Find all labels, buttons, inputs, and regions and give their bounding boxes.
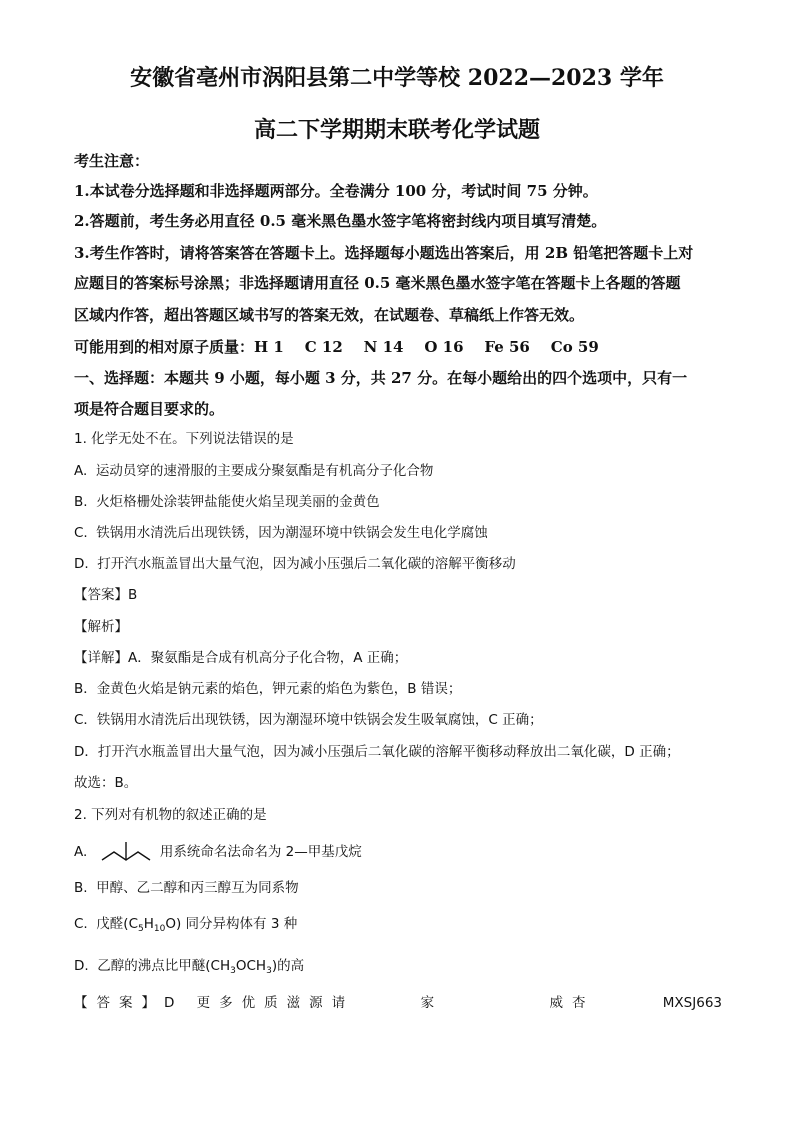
q1-option-c: C. 铁锅用水清洗后出现铁锈，因为潮湿环境中铁锅会发生电化学腐蚀 — [74, 525, 488, 541]
notice-heading: 考生注意： — [74, 152, 150, 170]
q1-conclusion: 故选：B。 — [74, 775, 138, 791]
exam-title-line2: 高二下学期期末联考化学试题 — [253, 117, 540, 143]
notice-item-2: 2.答题前，考生务必用直径 0.5 毫米黑色墨水签字笔将密封线内项目填写清楚。 — [74, 212, 607, 230]
q2-option-b: B. 甲醇、乙二醇和丙三醇互为同系物 — [74, 880, 299, 896]
q1-option-d: D. 打开汽水瓶盖冒出大量气泡，因为减小压强后二氧化碳的溶解平衡移动 — [74, 556, 516, 572]
q2-option-c-sub2: 10 — [153, 924, 166, 934]
q1-detail-a: 【详解】A．聚氨酯是合成有机高分子化合物，A 正确； — [74, 650, 408, 666]
methylpentane-skeletal-structure — [100, 840, 154, 864]
q1-detail-b: B．金黄色火焰是钠元素的焰色，钾元素的焰色为紫色，B 错误； — [74, 681, 462, 697]
q2-option-d-sub1: 3 — [230, 966, 236, 976]
notice-item-3-line2: 应题目的答案标号涂黑；非选择题请用直径 0.5 毫米黑色墨水签字笔在答题卡上各题的答题 — [74, 274, 681, 292]
q2-option-a-prefix: A. — [74, 844, 88, 860]
footer-code: MXSJ663 — [662, 995, 722, 1011]
q2-option-d-sub2: 3 — [266, 966, 272, 976]
q1-option-a: A. 运动员穿的速滑服的主要成分聚氨酯是有机高分子化合物 — [74, 463, 434, 479]
q2-option-d-prefix: D. 乙醇的沸点比甲醚(CH — [74, 958, 231, 974]
atomic-masses: 可能用到的相对原子质量：H 1 C 12 N 14 O 16 Fe 56 Co 59 — [74, 338, 599, 356]
q1-answer: 【答案】B — [74, 587, 138, 603]
q1-analysis-label: 【解析】 — [74, 619, 128, 635]
notice-item-3-line1: 3.考生作答时，请将答案答在答题卡上。选择题每小题选出答案后，用 2B 铅笔把答题卡上对 — [74, 244, 694, 262]
q2-option-a — [74, 840, 362, 864]
section1-heading-line2: 项是符合题目要求的。 — [74, 400, 225, 418]
q2-option-a-text: 用系统命名法命名为 2—甲基戊烷 — [159, 844, 362, 860]
q1-detail-c: C．铁锅用水清洗后出现铁锈，因为潮湿环境中铁锅会发生吸氧腐蚀，C 正确； — [74, 712, 543, 728]
section1-heading-line1: 一、选择题：本题共 9 小题，每小题 3 分，共 27 分。在每小题给出的四个选项中，只有一 — [74, 369, 688, 387]
notice-item-1: 1.本试卷分选择题和非选择题两部分。全卷满分 100 分，考试时间 75 分钟。 — [74, 182, 598, 200]
q1-detail-d: D．打开汽水瓶盖冒出大量气泡，因为减小压强后二氧化碳的溶解平衡移动释放出二氧化碳，D 正确； — [74, 744, 680, 760]
q2-option-d-suffix: )的高 — [271, 958, 305, 974]
q2-option-d-mid: OCH — [235, 958, 267, 974]
notice-item-3-line3: 区域内作答，超出答题区域书写的答案无效，在试题卷、草稿纸上作答无效。 — [74, 306, 585, 324]
q2-option-c-sub1: 5 — [138, 924, 144, 934]
q1-stem: 1. 化学无处不在。下列说法错误的是 — [74, 431, 294, 447]
q2-option-c-suffix: O) 同分异构体有 3 种 — [165, 916, 298, 932]
q2-option-c — [74, 913, 297, 940]
q2-answer-footer: 【答案】D 更多优质滋源请 家 威杏 — [74, 995, 595, 1011]
q2-option-c-prefix: C. 戊醛(C — [74, 916, 138, 932]
q2-option-d — [74, 955, 304, 982]
q2-option-c-mid: H — [143, 916, 154, 932]
q1-option-b: B. 火炬格栅处涂装钾盐能使火焰呈现美丽的金黄色 — [74, 494, 380, 510]
exam-title-line1: 安徽省亳州市涡阳县第二中学等校 2022—2023 学年 — [130, 65, 664, 91]
q2-stem: 2. 下列对有机物的叙述正确的是 — [74, 807, 267, 823]
